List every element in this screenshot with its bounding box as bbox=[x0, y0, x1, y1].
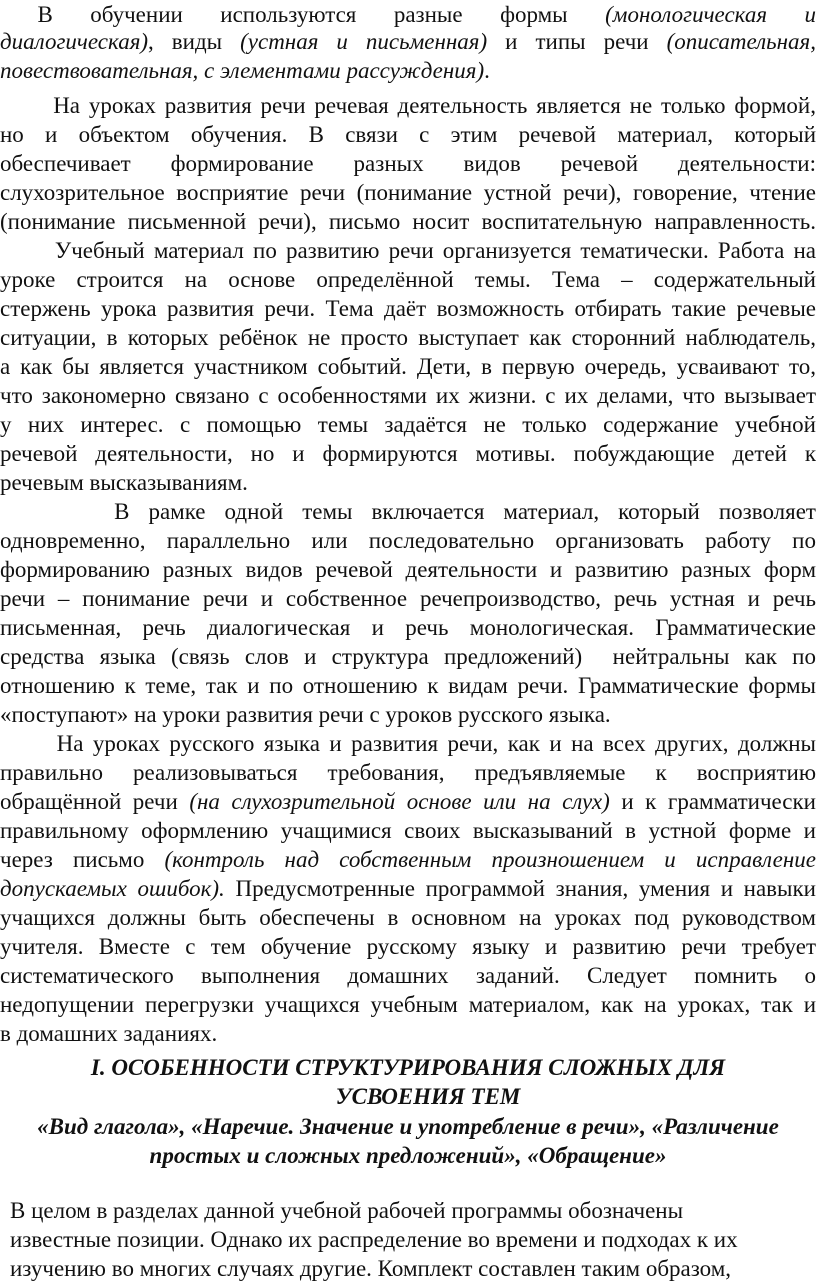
text-segment: речи – понимание речи и собственное речепроизводство, речь устная и речь bbox=[0, 586, 816, 611]
text-segment: формированию разных видов речевой деятельности и развитию разных форм bbox=[0, 557, 816, 582]
text-line bbox=[0, 1196, 816, 1225]
text-segment: (контроль над собственным произношением и исправление bbox=[164, 847, 816, 872]
text-segment: обращённой речи bbox=[0, 789, 190, 814]
heading-line bbox=[0, 1112, 816, 1141]
text-segment: слухозрительное восприятие речи (понимание устной речи), говорение, чтение bbox=[0, 180, 816, 205]
text-line bbox=[0, 149, 816, 178]
text-segment: (описательная, bbox=[666, 29, 816, 54]
text-segment: известные позиции. Однако их распределение во времени и подходах к их bbox=[10, 1227, 738, 1252]
text-segment: но и объектом обучения. В связи с этим речевой материал, который bbox=[0, 122, 816, 147]
text-segment: «Вид глагола», «Наречие. Значение и употребление в речи», «Различение bbox=[37, 1114, 779, 1139]
text-line bbox=[0, 207, 816, 236]
text-segment: что закономерно связано с особенностями их жизни. с их делами, что вызывает bbox=[0, 383, 816, 408]
text-line bbox=[0, 439, 816, 468]
text-segment: «поступают» на уроки развития речи с уроков русского языка. bbox=[0, 702, 611, 727]
text-segment: и к грамматически bbox=[609, 789, 816, 814]
text-segment: В обучении используются разные формы bbox=[0, 2, 606, 27]
text-segment: одновременно, параллельно или последовательно организовать работу по bbox=[0, 528, 816, 553]
text-segment: речевой деятельности, но и формируются мотивы. побуждающие детей к bbox=[0, 441, 816, 466]
text-segment: учителя. Вместе с тем обучение русскому языку и развитию речи требует bbox=[0, 934, 816, 959]
text-segment: стержень урока развития речи. Тема даёт возможность отбирать такие речевые bbox=[0, 296, 816, 321]
text-segment: речевым высказываниям. bbox=[0, 470, 248, 495]
text-segment: допускаемых ошибок). bbox=[0, 876, 225, 901]
text-segment: (на слухозрительной основе или на слух) bbox=[189, 789, 610, 814]
text-segment: правильному оформлению учащимися своих высказываний в устной форме и bbox=[0, 818, 816, 843]
text-line bbox=[0, 265, 816, 294]
text-segment: На уроках русского языка и развития речи, как и на всех других, должны bbox=[0, 731, 816, 756]
text-line bbox=[0, 381, 816, 410]
text-segment: и типы речи bbox=[487, 29, 667, 54]
text-line bbox=[0, 990, 816, 1019]
text-line bbox=[0, 120, 816, 149]
text-segment: повествовательная, с элементами рассуждения) bbox=[0, 58, 485, 83]
text-segment: а как бы является участником событий. Дети, в первую очередь, усваивают то, bbox=[0, 354, 816, 379]
text-segment: . bbox=[484, 58, 490, 83]
text-line bbox=[0, 352, 816, 381]
text-line bbox=[0, 410, 816, 439]
text-line bbox=[0, 56, 816, 85]
text-line bbox=[0, 845, 816, 874]
text-segment: систематического выполнения домашних заданий. Следует помнить о bbox=[0, 963, 816, 988]
text-line bbox=[0, 584, 816, 613]
text-line bbox=[0, 526, 816, 555]
text-line bbox=[0, 642, 816, 671]
text-line bbox=[0, 1225, 816, 1254]
text-segment: (понимание письменной речи), письмо носит воспитательную направленность. bbox=[0, 209, 816, 234]
text-segment: отношению к теме, так и по отношению к видам речи. Грамматические формы bbox=[0, 673, 816, 698]
text-segment: (устная и письменная) bbox=[240, 29, 488, 54]
text-line bbox=[0, 903, 816, 932]
heading-line bbox=[0, 1082, 816, 1111]
text-segment: На уроках развития речи речевая деятельность является не только формой, bbox=[0, 93, 816, 118]
text-segment: учащихся должны быть обеспечены в основном на уроках под руководством bbox=[0, 905, 816, 930]
text-segment: уроке строится на основе определённой темы. Тема – содержательный bbox=[0, 267, 816, 292]
text-line bbox=[0, 323, 816, 352]
text-line bbox=[0, 961, 816, 990]
text-segment: обеспечивает формирование разных видов речевой деятельности: bbox=[0, 151, 816, 176]
text-line bbox=[0, 1019, 816, 1048]
text-line bbox=[0, 671, 816, 700]
text-segment: УСВОЕНИЯ ТЕМ bbox=[335, 1084, 521, 1109]
text-segment: Предусмотренные программой знания, умения и навыки bbox=[224, 876, 816, 901]
text-line bbox=[0, 294, 816, 323]
text-line bbox=[0, 0, 816, 29]
text-segment: В целом в разделах данной учебной рабочей программы обозначены bbox=[10, 1198, 684, 1223]
text-line bbox=[0, 613, 816, 642]
text-line bbox=[0, 874, 816, 903]
text-segment: Учебный материал по развитию речи организуется тематически. Работа на bbox=[0, 238, 816, 263]
text-line bbox=[0, 178, 816, 207]
heading-line bbox=[0, 1053, 816, 1082]
text-line bbox=[0, 27, 816, 56]
text-segment: письменная, речь диалогическая и речь монологическая. Грамматические bbox=[0, 615, 816, 640]
text-line bbox=[0, 758, 816, 787]
text-line bbox=[0, 816, 816, 845]
text-segment: у них интерес. с помощью темы задаётся не только содержание учебной bbox=[0, 412, 816, 437]
text-segment: средства языка (связь слов и структура предложений) нейтральны как по bbox=[0, 644, 816, 669]
heading-line bbox=[0, 1141, 816, 1170]
text-segment: I. ОСОБЕННОСТИ СТРУКТУРИРОВАНИЯ СЛОЖНЫХ ДЛЯ bbox=[90, 1055, 726, 1080]
text-line bbox=[0, 555, 816, 584]
text-segment: , виды bbox=[148, 29, 241, 54]
text-segment: (монологическая и bbox=[605, 2, 816, 27]
text-line bbox=[0, 497, 816, 526]
text-segment: диалогическая) bbox=[0, 29, 149, 54]
text-segment: В рамке одной темы включается материал, который позволяет bbox=[0, 499, 816, 524]
text-line bbox=[0, 91, 816, 120]
text-segment: ситуации, в которых ребёнок не просто выступает как сторонний наблюдатель, bbox=[0, 325, 816, 350]
text-line bbox=[0, 932, 816, 961]
text-line bbox=[0, 700, 816, 729]
text-line bbox=[0, 1254, 816, 1283]
text-segment: правильно реализовываться требования, предъявляемые к восприятию bbox=[0, 760, 816, 785]
text-line bbox=[0, 468, 816, 497]
text-segment: в домашних заданиях. bbox=[0, 1021, 218, 1046]
text-line bbox=[0, 236, 816, 265]
text-line bbox=[0, 787, 816, 816]
text-segment: изучению во многих случаях другие. Комплект составлен таким образом, bbox=[10, 1256, 732, 1281]
text-segment: недопущении перегрузки учащихся учебным материалом, как на уроках, так и bbox=[0, 992, 816, 1017]
text-line bbox=[0, 729, 816, 758]
text-segment: простых и сложных предложений», «Обращение» bbox=[149, 1143, 667, 1168]
text-segment: через письмо bbox=[0, 847, 165, 872]
